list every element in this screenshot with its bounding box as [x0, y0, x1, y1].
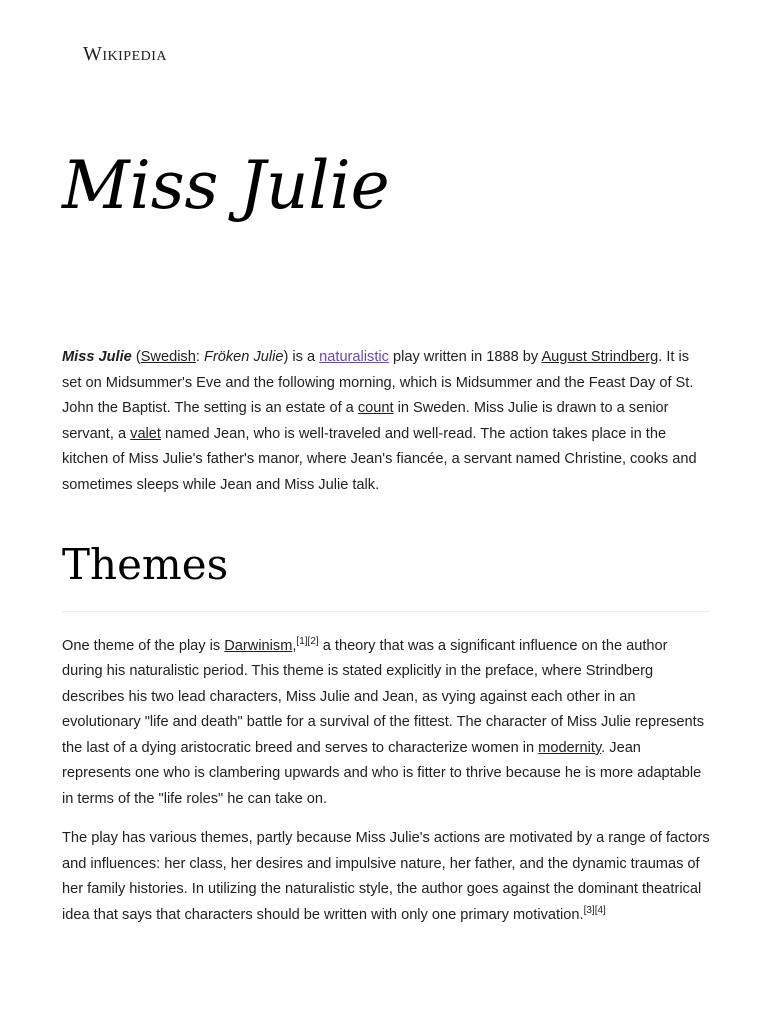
text-span: a theory that was a significant influence on the author during his naturalistic period. This theme is stated explicitly in the preface, where Strindberg describes his two lead characters, Miss Julie and Jean, as vying against each other in an evolutionary "life and death" battle for a survival of the fittest. The character of Miss Julie represents the last of a dying aristocratic breed and serves to characterize women in	[62, 637, 704, 756]
text-span: (	[131, 349, 141, 365]
text-span: play written in 1888 by	[388, 349, 542, 365]
link-modernity[interactable]: modernity	[538, 739, 602, 756]
link-count[interactable]: count	[357, 400, 394, 416]
link-august-strindberg[interactable]: August Strindberg	[541, 349, 659, 365]
link-valet[interactable]: valet	[130, 425, 161, 442]
reference-3[interactable]: [3]	[583, 904, 595, 916]
page-title: Miss Julie	[62, 147, 390, 224]
section-heading-themes: Themes	[62, 538, 710, 612]
text-span: :	[195, 349, 204, 365]
text-span: ) is a	[283, 349, 320, 365]
themes-paragraph-2	[62, 826, 710, 928]
text-span: . Jean represents one who is clambering upwards and who is fitter to thrive because he is more adaptable in terms of the "life roles" he can take on.	[62, 739, 702, 807]
text-span: One theme of the play is	[62, 637, 225, 654]
native-title: Fröken Julie	[203, 349, 284, 365]
intro-paragraph	[62, 345, 710, 498]
text-span: The play has various themes, partly because Miss Julie's actions are motivated by a range of factors and influences: her class, her desires and impulsive nature, her father, and the dynamic traumas of her family histories. In utilizing the naturalistic style, the author goes against the dominant theatrical idea that says that characters should be written with only one primary motivation.	[62, 830, 710, 923]
text-span: . It is set on Midsummer's Eve and the following morning, which is Midsummer and the Feast Day of St. John the Baptist. The setting is an estate of a	[62, 349, 694, 416]
themes-paragraph-1	[62, 634, 710, 813]
link-darwinism[interactable]: Darwinism	[224, 637, 293, 654]
text-span: ,	[292, 637, 297, 654]
text-span: named Jean, who is well-traveled and well-read. The action takes place in the kitchen of Miss Julie's father's manor, where Jean's fiancée, a servant named Christine, cooks and sometimes sleeps while Jean and Miss Julie talk.	[62, 425, 697, 493]
bold-title: Miss Julie	[62, 349, 132, 365]
link-naturalistic[interactable]: naturalistic	[319, 349, 389, 365]
link-swedish[interactable]: Swedish	[140, 349, 196, 365]
article-body	[62, 345, 710, 942]
reference-1[interactable]: [1]	[296, 635, 308, 647]
text-span: in Sweden. Miss Julie is drawn to a senior servant, a	[62, 400, 669, 442]
reference-4[interactable]: [4]	[594, 904, 606, 916]
wikipedia-logo[interactable]: Wikipedia	[83, 43, 168, 65]
reference-2[interactable]: [2]	[307, 635, 319, 647]
